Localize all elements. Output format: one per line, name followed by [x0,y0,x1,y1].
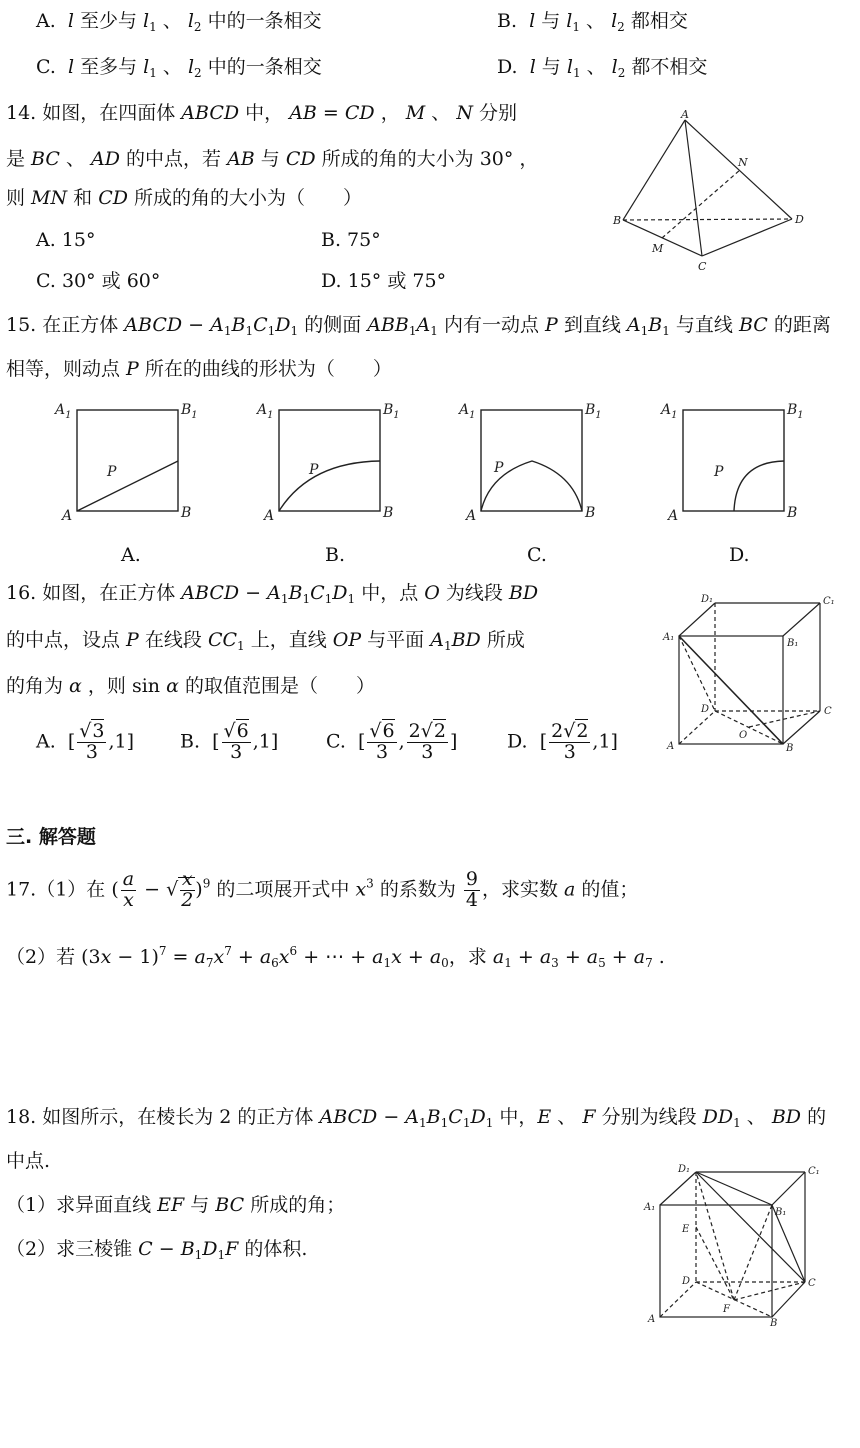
q16-cube-figure [655,590,855,760]
q14-tetrahedron-figure [610,108,810,283]
q18-cube-figure [640,1160,850,1330]
svg-text:P: P [714,464,724,480]
q16-option-b: B. [ $\frac{√6}{3}$ ,1] [180,720,279,763]
section-title: 三. 解答题 [6,826,96,848]
svg-text:P: P [309,462,319,478]
svg-text:B1: $B_1$ [585,402,602,421]
svg-text:P: P [107,464,117,480]
q15-line1: 15. 在正方体 ABCD − $A_1B_1C_1D_1$ 的侧面 $ABB_1A_1$ 内有一动点 P 到直线 $A_1B_1$ 与直线 BC 的距离 [6,314,831,338]
svg-text:A: A [62,508,73,524]
q16-line3: 的角为 α ，则 sin α 的取值范围是（ ） [6,675,375,697]
q18-label-a: A [648,1314,656,1325]
q16-option-d: D. [ $\frac{2√2}{3}$ ,1] [507,720,618,763]
q15-option-figures [0,396,860,536]
q18-label-d1: D₁ [678,1164,691,1175]
q18-label-b1: B₁ [775,1207,787,1218]
q18-label-e: E [682,1224,690,1235]
svg-text:B: B [383,505,394,521]
svg-text:B1: $B_1$ [383,402,400,421]
q18-label-b: B [770,1318,778,1329]
q17-part1: 17.（1）在 ( $\frac{a}{x}$ − √ $\frac{x}{2}$ )$^9$ 的二项展开式中 $x^3$ 的系数为 $\frac{9}{4}$ ，求实数 a 的值； [6,868,639,911]
q18-line1: 18. 如图所示，在棱长为 2 的正方体 ABCD − $A_1B_1C_1D_1$ 中，E 、 F 分别为线段 $DD_1$ 、 BD 的 [6,1106,827,1130]
q15-option-c-label: C. [527,544,547,566]
q14-label-c: C [698,260,707,273]
q14-label-m: M [652,242,664,255]
q16-label-o: O [739,730,748,741]
svg-text:A: A [668,508,679,524]
q17-part2: （2）若 $(3x - 1)^7 = a_7x^7 + a_6x^6$ + ⋯ + $a_1x + a_0$，求 $a_1 + a_3 + a_5 + a_7$ . [6,944,665,970]
q16-label-d1: D₁ [701,594,714,605]
q15-option-d-label: D. [729,544,750,566]
q14-option-a: A. 15° [36,229,96,251]
q16-label-c: C [824,706,832,717]
svg-text:A: A [466,508,477,524]
q14-label-n: N [738,156,748,169]
q15-line2: 相等，则动点 P 所在的曲线的形状为（ ） [6,358,392,380]
q16-line2: 的中点，设点 P 在线段 $CC_1$ 上，直线 OP 与平面 $A_1BD$ 所成 [6,629,525,653]
svg-text:P: P [494,460,504,476]
svg-text:A1: $A_1$ [459,402,476,421]
q16-label-b: B [786,743,794,754]
svg-text:A1: $A_1$ [55,402,72,421]
q14-line2: 是 BC 、 AD 的中点，若 AB 与 CD 所成的角的大小为 30° ， [6,148,539,170]
q15-option-a-label: A. [121,544,141,566]
q16-option-a: A. [ $\frac{√3}{3}$ ,1] [36,720,135,763]
q18-part1: （1）求异面直线 EF 与 BC 所成的角； [6,1194,346,1216]
q14-label-b: B [613,214,622,227]
q18-part2: （2）求三棱锥 $C - B_1D_1F$ 的体积. [6,1238,308,1262]
q13-option-c: C. l 至多与 $l_1$ 、 $l_2$ 中的一条相交 [36,56,322,80]
q16-line1: 16. 如图，在正方体 ABCD − $A_1B_1C_1D_1$ 中，点 O 为线段 BD [6,582,539,606]
svg-text:B1: $B_1$ [181,402,198,421]
q14-option-d: D. 15° 或 75° [321,270,447,292]
svg-text:A1: $A_1$ [661,402,678,421]
q18-label-c1: C₁ [808,1166,820,1177]
q16-label-a1: A₁ [663,632,675,643]
q16-label-d: D [701,704,710,715]
svg-text:A: A [264,508,275,524]
q18-label-f: F [723,1304,730,1315]
q14-option-b: B. 75° [321,229,381,251]
q14-line3: 则 MN 和 CD 所成的角的大小为（ ） [6,187,363,209]
q18-label-d: D [682,1276,691,1287]
q16-label-c1: C₁ [823,596,835,607]
svg-text:B: B [585,505,596,521]
q18-line2: 中点. [6,1150,51,1172]
svg-text:B: B [181,505,192,521]
svg-text:B: B [787,505,798,521]
q13-option-b: B. l 与 $l_1$ 、 $l_2$ 都相交 [497,10,688,34]
q13-option-a: A. l 至少与 $l_1$ 、 $l_2$ 中的一条相交 [36,10,322,34]
q16-label-a: A [667,741,675,752]
q16-label-b1: B₁ [787,638,799,649]
q18-label-c: C [808,1278,816,1289]
q14-line1: 14. 如图，在四面体 ABCD 中， AB = CD ， M 、 N 分别 [6,102,517,124]
q18-label-a1: A₁ [644,1202,656,1213]
q15-option-b-label: B. [325,544,346,566]
q14-label-d: D [795,213,804,226]
svg-text:A1: $A_1$ [257,402,274,421]
q14-option-c: C. 30° 或 60° [36,270,161,292]
q14-label-a: A [681,108,689,121]
q16-option-c: C. [ $\frac{√6}{3}$ , $\frac{2√2}{3}$ ] [326,720,458,763]
q13-option-d: D. l 与 $l_1$ 、 $l_2$ 都不相交 [497,56,708,80]
svg-text:B1: $B_1$ [787,402,804,421]
